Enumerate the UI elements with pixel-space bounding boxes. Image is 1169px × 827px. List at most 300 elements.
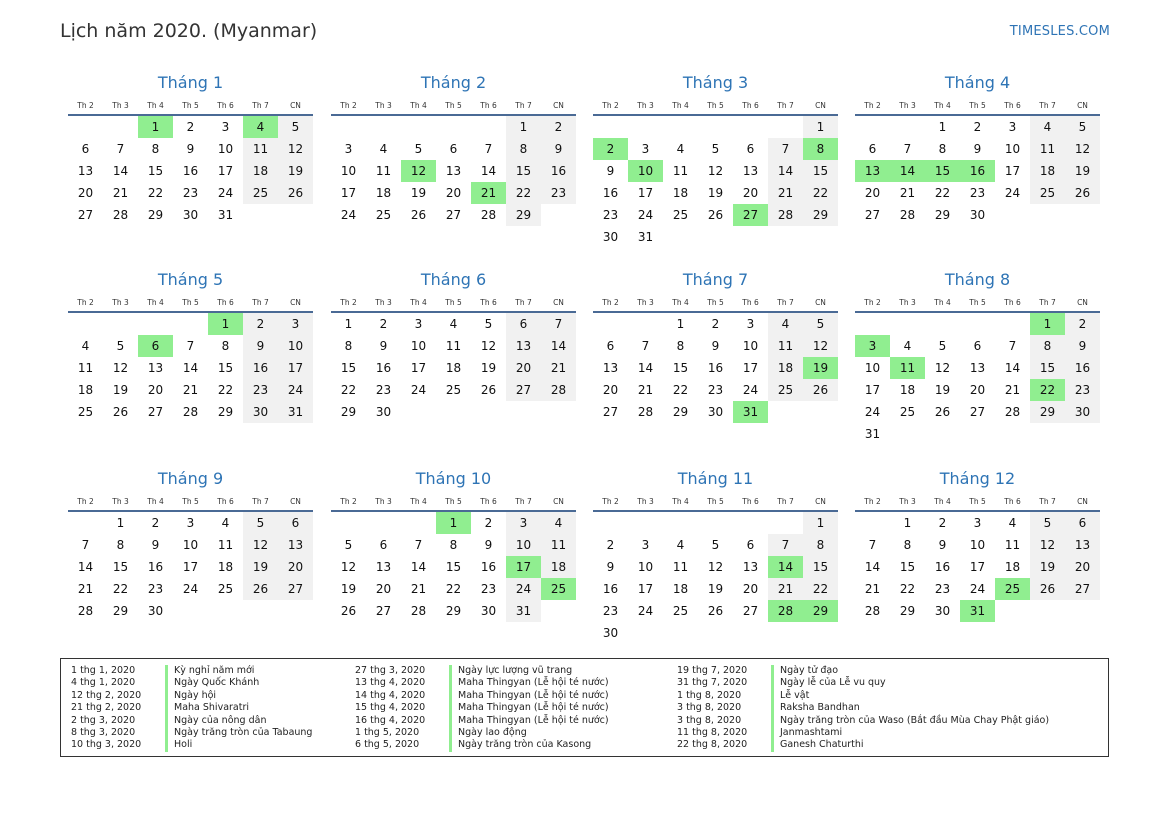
empty-day-cell <box>103 313 138 335</box>
holiday-day-cell: 21 <box>471 182 506 204</box>
weekend-day-cell: 30 <box>1065 401 1100 423</box>
weekend-day-cell: 5 <box>1030 512 1065 534</box>
day-cell: 23 <box>182 186 199 200</box>
weekday-label: Th 3 <box>112 497 129 506</box>
weekend-day-cell: 5 <box>278 116 313 138</box>
day-cell: 29 <box>147 208 164 222</box>
weekend-day-cell: 22 <box>506 182 541 204</box>
day-cell: 6 <box>746 538 755 552</box>
weekend-day-cell: 12 <box>1030 534 1065 556</box>
month-title: Tháng 12 <box>939 469 1016 488</box>
day-cell: 17 <box>410 361 427 375</box>
month-title: Tháng 1 <box>157 73 224 92</box>
weekend-day-cell: 20 <box>506 357 541 379</box>
weekday-label: CN <box>815 101 826 110</box>
day-cell: 29 <box>340 405 357 419</box>
day-cell: 24 <box>637 208 654 222</box>
holiday-day-cell: 14 <box>890 160 925 182</box>
weekday-label: Th 6 <box>217 497 234 506</box>
week-row <box>68 116 313 138</box>
legend-row <box>61 677 312 689</box>
week-row <box>68 556 313 578</box>
week-row <box>855 578 1100 600</box>
day-cell: 6 <box>868 142 877 156</box>
month-block <box>593 468 838 644</box>
day-cell: 10 <box>410 339 427 353</box>
day-cell: 28 <box>899 208 916 222</box>
weekday-header <box>331 98 576 116</box>
weekend-day-cell: 22 <box>803 578 838 600</box>
holiday-day-cell: 1 <box>1030 313 1065 335</box>
day-cell: 8 <box>903 538 912 552</box>
month-title: Tháng 10 <box>415 469 492 488</box>
weekday-label: Th 4 <box>410 497 427 506</box>
weekend-day-cell: 1 <box>803 512 838 534</box>
day-cell: 22 <box>899 582 916 596</box>
week-row <box>855 600 1100 622</box>
empty-day-cell <box>698 116 733 138</box>
month-block <box>331 468 576 622</box>
week-row <box>593 622 838 644</box>
day-cell: 7 <box>116 142 125 156</box>
weekend-day-cell: 13 <box>506 335 541 357</box>
day-cell: 9 <box>973 142 982 156</box>
day-cell: 8 <box>676 339 685 353</box>
weekend-day-cell: 18 <box>541 556 576 578</box>
day-cell: 4 <box>903 339 912 353</box>
legend-row <box>61 702 312 714</box>
holiday-name: Maha Thingyan (Lễ hội té nước) <box>449 702 609 714</box>
weekend-day-cell: 6 <box>1065 512 1100 534</box>
holiday-date: 14 thg 4, 2020 <box>355 689 426 701</box>
weekend-day-cell: 26 <box>803 379 838 401</box>
week-row <box>855 423 1100 445</box>
weekday-label: Th 7 <box>1039 101 1056 110</box>
week-row <box>593 226 838 248</box>
day-cell: 31 <box>864 427 881 441</box>
weekday-label: CN <box>815 497 826 506</box>
day-cell: 9 <box>484 538 493 552</box>
day-cell: 19 <box>480 361 497 375</box>
legend-row <box>61 715 312 727</box>
day-cell: 5 <box>344 538 353 552</box>
day-cell: 23 <box>147 582 164 596</box>
day-cell: 1 <box>903 516 912 530</box>
weekend-day-cell: 2 <box>541 116 576 138</box>
weekday-header <box>331 494 576 512</box>
empty-day-cell <box>1065 204 1100 226</box>
holiday-day-cell: 2 <box>593 138 628 160</box>
day-cell: 2 <box>606 538 615 552</box>
day-cell: 17 <box>637 186 654 200</box>
weekend-day-cell: 9 <box>1065 335 1100 357</box>
day-cell: 12 <box>934 361 951 375</box>
day-cell: 15 <box>672 361 689 375</box>
weekend-day-cell: 19 <box>243 556 278 578</box>
weekday-label: Th 6 <box>217 298 234 307</box>
day-cell: 18 <box>1004 560 1021 574</box>
weekend-day-cell: 15 <box>803 160 838 182</box>
day-cell: 24 <box>217 186 234 200</box>
day-cell: 10 <box>742 339 759 353</box>
weekday-header <box>68 98 313 116</box>
day-cell: 13 <box>742 560 759 574</box>
empty-day-cell <box>68 313 103 335</box>
day-cell: 2 <box>186 120 195 134</box>
weekday-label: Th 7 <box>515 101 532 110</box>
day-cell: 29 <box>112 604 129 618</box>
month-block <box>593 72 838 248</box>
weekday-label: Th 6 <box>217 101 234 110</box>
day-cell: 12 <box>112 361 129 375</box>
site-link[interactable]: TIMESLES.COM <box>1009 24 1110 39</box>
day-cell: 11 <box>217 538 234 552</box>
holiday-date: 15 thg 4, 2020 <box>355 702 426 714</box>
empty-day-cell <box>663 226 698 248</box>
day-cell: 24 <box>340 208 357 222</box>
holiday-date: 13 thg 4, 2020 <box>355 677 426 689</box>
holiday-date: 3 thg 8, 2020 <box>677 702 742 714</box>
day-cell: 2 <box>711 317 720 331</box>
day-cell: 2 <box>938 516 947 530</box>
weekday-label: Th 2 <box>340 497 357 506</box>
weekday-label: Th 2 <box>77 497 94 506</box>
day-cell: 3 <box>221 120 230 134</box>
empty-day-cell <box>173 600 208 622</box>
day-cell: 21 <box>864 582 881 596</box>
week-row <box>331 204 576 226</box>
holiday-day-cell: 6 <box>138 335 173 357</box>
weekday-label: CN <box>1077 298 1088 307</box>
week-row <box>331 534 576 556</box>
day-cell: 8 <box>449 538 458 552</box>
empty-day-cell <box>768 226 803 248</box>
holiday-name: Kỳ nghỉ năm mới <box>165 665 254 677</box>
day-cell: 16 <box>147 560 164 574</box>
weekday-label: Th 5 <box>969 298 986 307</box>
weekend-day-cell: 20 <box>1065 556 1100 578</box>
weekend-day-cell: 9 <box>243 335 278 357</box>
day-cell: 2 <box>973 120 982 134</box>
day-cell: 27 <box>147 405 164 419</box>
day-cell: 26 <box>410 208 427 222</box>
day-cell: 8 <box>151 142 160 156</box>
weekend-day-cell: 29 <box>506 204 541 226</box>
day-cell: 10 <box>637 560 654 574</box>
day-cell: 16 <box>375 361 392 375</box>
empty-day-cell <box>995 313 1030 335</box>
holiday-day-cell: 15 <box>925 160 960 182</box>
weekday-label: Th 7 <box>252 298 269 307</box>
weekday-label: CN <box>815 298 826 307</box>
empty-day-cell <box>960 423 995 445</box>
week-row <box>331 379 576 401</box>
weekend-day-cell: 3 <box>506 512 541 534</box>
weekend-day-cell: 30 <box>243 401 278 423</box>
weekday-label: CN <box>553 497 564 506</box>
holiday-name: Ngày tử đạo <box>771 665 838 677</box>
weekday-label: Th 7 <box>777 298 794 307</box>
day-cell: 18 <box>375 186 392 200</box>
weekend-day-cell: 19 <box>278 160 313 182</box>
week-row <box>331 182 576 204</box>
weekend-day-cell: 18 <box>1030 160 1065 182</box>
day-cell: 25 <box>77 405 94 419</box>
day-cell: 28 <box>637 405 654 419</box>
week-row <box>855 357 1100 379</box>
week-row <box>331 556 576 578</box>
month-title: Tháng 8 <box>944 270 1011 289</box>
day-cell: 6 <box>973 339 982 353</box>
day-cell: 23 <box>480 582 497 596</box>
legend-row <box>667 677 1049 689</box>
day-cell: 28 <box>112 208 129 222</box>
empty-day-cell <box>698 622 733 644</box>
holiday-date: 27 thg 3, 2020 <box>355 665 426 676</box>
weekday-label: CN <box>553 101 564 110</box>
day-cell: 10 <box>969 538 986 552</box>
day-cell: 17 <box>182 560 199 574</box>
day-cell: 22 <box>445 582 462 596</box>
holiday-day-cell: 14 <box>768 556 803 578</box>
empty-day-cell <box>628 116 663 138</box>
holiday-day-cell: 1 <box>436 512 471 534</box>
weekday-label: Th 5 <box>707 298 724 307</box>
weekday-label: Th 5 <box>445 298 462 307</box>
month-block <box>855 468 1100 622</box>
weekend-day-cell: 9 <box>541 138 576 160</box>
day-cell: 2 <box>484 516 493 530</box>
week-row <box>855 313 1100 335</box>
empty-day-cell <box>68 116 103 138</box>
day-cell: 14 <box>410 560 427 574</box>
day-cell: 25 <box>899 405 916 419</box>
day-cell: 7 <box>81 538 90 552</box>
weekend-day-cell: 5 <box>1065 116 1100 138</box>
day-cell: 7 <box>641 339 650 353</box>
week-row <box>68 600 313 622</box>
weekday-label: Th 7 <box>1039 298 1056 307</box>
day-cell: 14 <box>480 164 497 178</box>
empty-day-cell <box>960 313 995 335</box>
weekday-label: Th 7 <box>1039 497 1056 506</box>
weekend-day-cell: 29 <box>1030 401 1065 423</box>
weekday-label: Th 2 <box>602 497 619 506</box>
day-cell: 18 <box>899 383 916 397</box>
empty-day-cell <box>768 512 803 534</box>
weekend-day-cell: 31 <box>506 600 541 622</box>
empty-day-cell <box>366 512 401 534</box>
weekend-day-cell: 21 <box>768 578 803 600</box>
weekend-day-cell: 1 <box>803 116 838 138</box>
day-cell: 13 <box>375 560 392 574</box>
day-cell: 16 <box>602 582 619 596</box>
day-cell: 26 <box>112 405 129 419</box>
day-cell: 7 <box>868 538 877 552</box>
day-cell: 9 <box>606 164 615 178</box>
week-row <box>331 335 576 357</box>
weekday-label: CN <box>290 497 301 506</box>
weekday-label: Th 5 <box>445 101 462 110</box>
month-title: Tháng 5 <box>157 270 224 289</box>
weekday-label: Th 3 <box>112 101 129 110</box>
legend-row <box>345 727 609 739</box>
day-cell: 10 <box>1004 142 1021 156</box>
week-row <box>68 313 313 335</box>
empty-day-cell <box>1030 204 1065 226</box>
empty-day-cell <box>208 600 243 622</box>
day-cell: 29 <box>672 405 689 419</box>
day-cell: 6 <box>81 142 90 156</box>
weekend-day-cell: 3 <box>278 313 313 335</box>
week-row <box>331 160 576 182</box>
week-row <box>68 357 313 379</box>
day-cell: 27 <box>602 405 619 419</box>
weekend-day-cell: 7 <box>768 534 803 556</box>
weekday-label: Th 7 <box>252 101 269 110</box>
day-cell: 19 <box>707 186 724 200</box>
day-cell: 7 <box>903 142 912 156</box>
empty-day-cell <box>1065 600 1100 622</box>
day-cell: 22 <box>147 186 164 200</box>
day-cell: 4 <box>676 142 685 156</box>
day-cell: 22 <box>934 186 951 200</box>
week-row <box>68 160 313 182</box>
holiday-day-cell: 1 <box>208 313 243 335</box>
weekday-header <box>68 494 313 512</box>
day-cell: 3 <box>641 142 650 156</box>
empty-day-cell <box>541 401 576 423</box>
day-cell: 21 <box>637 383 654 397</box>
week-row <box>593 138 838 160</box>
weekday-header <box>331 295 576 313</box>
week-row <box>68 512 313 534</box>
day-cell: 21 <box>410 582 427 596</box>
month-block <box>593 269 838 423</box>
week-row <box>593 401 838 423</box>
holiday-day-cell: 13 <box>855 160 890 182</box>
legend-row <box>61 665 312 677</box>
week-row <box>855 379 1100 401</box>
holiday-date: 10 thg 3, 2020 <box>71 739 142 751</box>
empty-day-cell <box>890 116 925 138</box>
weekday-label: Th 2 <box>77 101 94 110</box>
empty-day-cell <box>366 116 401 138</box>
weekend-day-cell: 15 <box>1030 357 1065 379</box>
week-row <box>68 182 313 204</box>
weekday-label: Th 6 <box>1004 101 1021 110</box>
weekend-day-cell: 27 <box>506 379 541 401</box>
weekday-label: Th 2 <box>602 101 619 110</box>
day-cell: 11 <box>445 339 462 353</box>
day-cell: 22 <box>217 383 234 397</box>
holiday-day-cell: 10 <box>628 160 663 182</box>
day-cell: 24 <box>1004 186 1021 200</box>
day-cell: 24 <box>637 604 654 618</box>
month-title: Tháng 2 <box>420 73 487 92</box>
week-row <box>593 357 838 379</box>
day-cell: 27 <box>969 405 986 419</box>
legend-row <box>667 665 1049 677</box>
empty-day-cell <box>331 116 366 138</box>
holiday-name: Janmashtami <box>771 727 842 739</box>
empty-day-cell <box>401 512 436 534</box>
empty-day-cell <box>471 116 506 138</box>
weekend-day-cell: 27 <box>278 578 313 600</box>
holiday-name: Maha Thingyan (Lễ hội té nước) <box>449 677 609 689</box>
day-cell: 30 <box>147 604 164 618</box>
legend-row <box>667 715 1049 727</box>
day-cell: 16 <box>707 361 724 375</box>
holiday-name: Holi <box>165 739 192 751</box>
weekday-header <box>593 98 838 116</box>
month-title: Tháng 6 <box>420 270 487 289</box>
empty-day-cell <box>698 512 733 534</box>
holiday-name: Ngày Quốc Khánh <box>165 677 259 689</box>
day-cell: 23 <box>602 208 619 222</box>
month-title: Tháng 3 <box>682 73 749 92</box>
day-cell: 26 <box>480 383 497 397</box>
holiday-date: 1 thg 1, 2020 <box>71 665 136 676</box>
holiday-name: Ngày trăng tròn của Waso (Bắt đầu Mùa Chay Phật giáo) <box>771 715 1049 727</box>
weekday-label: Th 6 <box>480 497 497 506</box>
day-cell: 14 <box>77 560 94 574</box>
day-cell: 20 <box>742 186 759 200</box>
empty-day-cell <box>628 313 663 335</box>
day-cell: 10 <box>340 164 357 178</box>
weekend-day-cell: 13 <box>278 534 313 556</box>
weekday-label: Th 3 <box>637 101 654 110</box>
weekday-label: Th 2 <box>864 298 881 307</box>
day-cell: 13 <box>77 164 94 178</box>
holiday-date: 1 thg 8, 2020 <box>677 689 742 701</box>
holiday-date: 3 thg 8, 2020 <box>677 714 742 726</box>
week-row <box>593 182 838 204</box>
holiday-date: 31 thg 7, 2020 <box>677 677 748 689</box>
day-cell: 6 <box>449 142 458 156</box>
day-cell: 21 <box>112 186 129 200</box>
day-cell: 4 <box>676 538 685 552</box>
weekday-label: Th 5 <box>969 497 986 506</box>
weekday-label: CN <box>1077 101 1088 110</box>
day-cell: 17 <box>1004 164 1021 178</box>
weekend-day-cell: 26 <box>278 182 313 204</box>
week-row <box>593 556 838 578</box>
weekend-day-cell: 24 <box>506 578 541 600</box>
day-cell: 5 <box>711 538 720 552</box>
day-cell: 12 <box>480 339 497 353</box>
weekend-day-cell: 25 <box>243 182 278 204</box>
weekend-day-cell: 28 <box>768 204 803 226</box>
day-cell: 21 <box>182 383 199 397</box>
day-cell: 17 <box>864 383 881 397</box>
weekend-day-cell: 18 <box>243 160 278 182</box>
empty-day-cell <box>733 116 768 138</box>
legend-row <box>61 690 312 702</box>
empty-day-cell <box>925 423 960 445</box>
day-cell: 15 <box>899 560 916 574</box>
weekend-day-cell: 31 <box>278 401 313 423</box>
day-cell: 15 <box>445 560 462 574</box>
week-row <box>593 335 838 357</box>
week-row <box>593 600 838 622</box>
day-cell: 13 <box>969 361 986 375</box>
day-cell: 18 <box>77 383 94 397</box>
weekday-label: Th 4 <box>934 497 951 506</box>
day-cell: 4 <box>1008 516 1017 530</box>
weekday-label: Th 4 <box>147 497 164 506</box>
holiday-day-cell: 11 <box>890 357 925 379</box>
